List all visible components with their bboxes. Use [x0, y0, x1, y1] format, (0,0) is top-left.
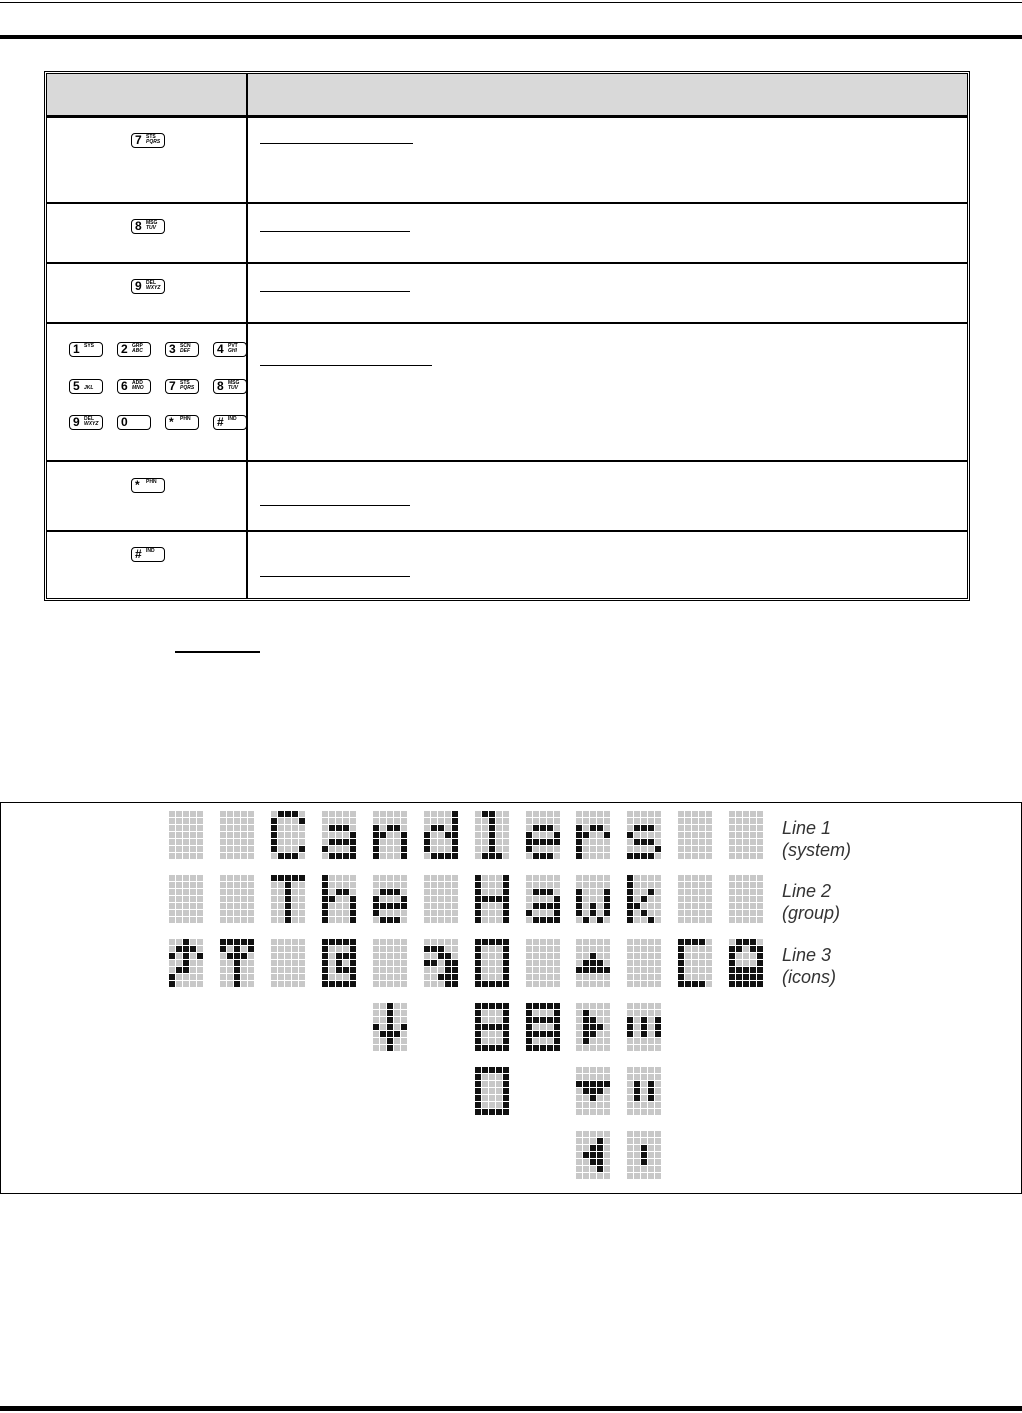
lcd-line-1-char — [677, 810, 713, 860]
lcd-icon-blank-dots — [626, 938, 662, 988]
key-label-top: PHN — [180, 416, 191, 422]
lcd-icon-bars3 — [626, 1002, 662, 1052]
lcd-icon-lock — [677, 938, 713, 988]
lcd-line-2-char — [575, 874, 611, 924]
keypad-key — [117, 415, 151, 430]
key-number: 8 — [217, 379, 224, 393]
function-cell — [248, 204, 967, 262]
key-number: 3 — [169, 342, 176, 356]
lcd-line-2-char — [270, 874, 306, 924]
key-label-top: GRP — [132, 343, 143, 349]
lcd-icon-box — [321, 938, 357, 988]
table-row — [47, 116, 967, 202]
lcd-line-1-char — [474, 810, 510, 860]
lcd-display-figure — [0, 802, 1022, 1194]
lcd-line-1-char — [168, 810, 204, 860]
key-cell — [47, 324, 248, 460]
lcd-line-1-char — [728, 810, 764, 860]
key-label-bottom: TUV — [228, 385, 238, 391]
lcd-icon-lock-dots — [677, 938, 713, 988]
lcd-icon-home-dots — [728, 938, 764, 988]
lcd-line-1-char-dots — [525, 810, 561, 860]
key-number: 5 — [73, 379, 80, 393]
lcd-icon-bars2 — [626, 1066, 662, 1116]
lcd-icon-batt3-dots — [525, 1002, 561, 1052]
lcd-line-2-char — [321, 874, 357, 924]
header-rule-thick — [0, 35, 1022, 39]
header-cell-function — [248, 74, 967, 115]
table-row — [47, 530, 967, 598]
keypad-key — [213, 379, 247, 394]
lcd-icon-batt2 — [474, 1002, 510, 1052]
underlined-heading — [260, 576, 410, 577]
lcd-line-2-char — [372, 874, 408, 924]
lcd-icon-blank — [270, 938, 306, 988]
key-number: 1 — [73, 342, 80, 356]
lcd-icon-up — [575, 938, 611, 988]
key-label-top: MSG — [146, 220, 158, 226]
lcd-line-2-char-dots — [677, 874, 713, 924]
keypad-key — [131, 133, 165, 148]
key-label-top: SCN — [180, 343, 191, 349]
lcd-line-1-char-dots — [270, 810, 306, 860]
lcd-line-1-char — [575, 810, 611, 860]
lcd-icon-blank — [525, 938, 561, 988]
line-label-title: Line 2 — [782, 881, 832, 901]
underlined-heading — [260, 365, 432, 366]
lcd-line-2-char-dots — [168, 874, 204, 924]
key-number: 9 — [135, 279, 142, 293]
key-number: 7 — [169, 379, 176, 393]
lcd-line-1-char — [525, 810, 561, 860]
keypad-key — [131, 478, 165, 493]
key-label-bottom: MNO — [132, 385, 144, 391]
line-3-label — [782, 944, 836, 988]
lcd-icon-bars1 — [626, 1130, 662, 1180]
lcd-icon-down — [372, 1002, 408, 1052]
lcd-icon-left-dots — [575, 1130, 611, 1180]
lcd-line-2-char — [728, 874, 764, 924]
line-1-label — [782, 817, 851, 861]
key-label-top: MSG — [228, 380, 240, 386]
key-label-top: SYS — [84, 343, 95, 349]
lcd-icon-up-dots — [575, 938, 611, 988]
key-number: 2 — [121, 342, 128, 356]
lcd-icon-right-dots — [575, 1002, 611, 1052]
underlined-heading — [260, 231, 410, 232]
lcd-line-2-char-dots — [270, 874, 306, 924]
keypad-key — [165, 379, 199, 394]
header-cell-key — [47, 74, 248, 115]
figure-reference-underline — [175, 651, 260, 653]
lcd-icon-batt1 — [474, 938, 510, 988]
lcd-icon-scan-dots — [423, 938, 459, 988]
table-header-row — [47, 74, 967, 116]
key-label-top: IND — [146, 548, 155, 554]
key-number: 0 — [121, 415, 128, 429]
key-label-bottom: WXYZ — [146, 285, 161, 291]
keypad-key — [213, 342, 247, 357]
key-number: 7 — [135, 133, 142, 147]
lcd-line-2-char — [423, 874, 459, 924]
function-cell — [248, 462, 967, 530]
lcd-icon-right — [575, 1002, 611, 1052]
table-row — [47, 202, 967, 262]
keypad-key — [165, 415, 199, 430]
key-label-top: DEL — [84, 416, 94, 422]
lcd-icon-down-dots — [372, 1002, 408, 1052]
key-number: * — [135, 478, 140, 492]
lcd-line-2-char-dots — [525, 874, 561, 924]
keypad-key — [69, 379, 103, 394]
lcd-icon-blank — [372, 938, 408, 988]
table-row — [47, 262, 967, 322]
lcd-line-2-char — [219, 874, 255, 924]
function-cell — [248, 532, 967, 598]
lcd-line-2-char-dots — [728, 874, 764, 924]
lcd-icon-blank-dots — [525, 938, 561, 988]
lcd-line-1-char-dots — [677, 810, 713, 860]
keypad-key — [131, 547, 165, 562]
lcd-line-2-char-dots — [321, 874, 357, 924]
lcd-icon-batt2-dots — [474, 1002, 510, 1052]
key-label-top: ADD — [132, 380, 143, 386]
key-number: # — [135, 547, 142, 561]
key-cell — [47, 264, 248, 322]
keypad-key — [131, 279, 165, 294]
key-number: 8 — [135, 219, 142, 233]
lcd-line-2-char-dots — [219, 874, 255, 924]
lcd-icon-scan — [423, 938, 459, 988]
key-label-bottom: WXYZ — [84, 421, 99, 427]
table-row — [47, 460, 967, 530]
key-cell — [47, 118, 248, 202]
lcd-line-2-char — [626, 874, 662, 924]
lcd-line-2-char — [474, 874, 510, 924]
lcd-line-1-char-dots — [474, 810, 510, 860]
key-label-bottom: ABC — [132, 348, 143, 354]
lcd-line-2-char — [525, 874, 561, 924]
lcd-icon-downtri-dots — [575, 1066, 611, 1116]
lcd-icon-batt3 — [525, 1002, 561, 1052]
lcd-line-1-char-dots — [372, 810, 408, 860]
keypad-key — [131, 219, 165, 234]
underlined-heading — [260, 291, 410, 292]
keypad-key — [165, 342, 199, 357]
key-label-top: DEL — [146, 280, 156, 286]
underlined-heading — [260, 505, 410, 506]
lcd-line-2-char — [677, 874, 713, 924]
lcd-line-1-char — [219, 810, 255, 860]
line-label-sub: (group) — [782, 903, 841, 923]
lcd-icon-bars3-dots — [626, 1002, 662, 1052]
lcd-line-2-char-dots — [575, 874, 611, 924]
lcd-icon-blank — [626, 938, 662, 988]
lcd-icon-batt4 — [474, 1066, 510, 1116]
key-label-top: PHN — [146, 479, 157, 485]
lcd-icon-signal — [219, 938, 255, 988]
lcd-line-2-char-dots — [423, 874, 459, 924]
lcd-line-1-char-dots — [219, 810, 255, 860]
line-2-label — [782, 880, 840, 924]
key-number: 9 — [73, 415, 80, 429]
key-number: # — [217, 415, 224, 429]
lcd-line-1-char — [270, 810, 306, 860]
lcd-line-1-char-dots — [423, 810, 459, 860]
lcd-icon-antenna-dots — [168, 938, 204, 988]
lcd-icon-blank-dots — [372, 938, 408, 988]
key-label-bottom: PQRS — [180, 385, 195, 391]
line-label-title: Line 3 — [782, 945, 832, 965]
lcd-line-1-char-dots — [575, 810, 611, 860]
lcd-line-1-char-dots — [168, 810, 204, 860]
lcd-icon-batt4-dots — [474, 1066, 510, 1116]
key-label-top: IND — [228, 416, 237, 422]
lcd-line-2-char — [168, 874, 204, 924]
lcd-icon-antenna — [168, 938, 204, 988]
lcd-line-2-char-dots — [372, 874, 408, 924]
line-label-sub: (system) — [782, 840, 851, 860]
key-label-bottom: JKL — [84, 385, 94, 391]
key-cell — [47, 462, 248, 530]
lcd-icon-batt1-dots — [474, 938, 510, 988]
lcd-line-1-char-dots — [728, 810, 764, 860]
key-number: 6 — [121, 379, 128, 393]
table-row — [47, 322, 967, 460]
key-number: 4 — [217, 342, 224, 356]
lcd-line-2-char-dots — [474, 874, 510, 924]
lcd-line-1-char-dots — [626, 810, 662, 860]
keypad-function-table — [44, 71, 970, 601]
key-cell — [47, 532, 248, 598]
header-rule-thin — [0, 2, 1022, 3]
lcd-line-1-char — [321, 810, 357, 860]
keypad-key — [117, 379, 151, 394]
keypad-key — [117, 342, 151, 357]
lcd-icon-signal-dots — [219, 938, 255, 988]
key-cell — [47, 204, 248, 262]
line-label-sub: (icons) — [782, 967, 837, 987]
keypad-key — [213, 415, 247, 430]
lcd-icon-home — [728, 938, 764, 988]
lcd-line-1-char — [423, 810, 459, 860]
key-number: * — [169, 415, 174, 429]
key-label-bottom: TUV — [146, 225, 156, 231]
key-label-bottom: GHI — [228, 348, 237, 354]
key-label-top: STS — [180, 380, 190, 386]
function-cell — [248, 324, 967, 460]
keypad-key — [69, 342, 103, 357]
key-label-bottom: DEF — [180, 348, 190, 354]
line-label-title: Line 1 — [782, 818, 832, 838]
lcd-icon-box-dots — [321, 938, 357, 988]
lcd-icon-blank-dots — [270, 938, 306, 988]
underlined-heading — [260, 143, 413, 144]
lcd-icon-bars2-dots — [626, 1066, 662, 1116]
function-cell — [248, 118, 967, 202]
key-label-top: PVT — [228, 343, 238, 349]
key-label-top: STS — [146, 134, 156, 140]
lcd-icon-bars1-dots — [626, 1130, 662, 1180]
lcd-icon-left — [575, 1130, 611, 1180]
lcd-line-1-char — [626, 810, 662, 860]
lcd-line-2-char-dots — [626, 874, 662, 924]
footer-rule — [0, 1406, 1022, 1411]
lcd-icon-downtri — [575, 1066, 611, 1116]
key-label-bottom: PQRS — [146, 139, 161, 145]
lcd-line-1-char-dots — [321, 810, 357, 860]
keypad-key — [69, 415, 103, 430]
lcd-line-1-char — [372, 810, 408, 860]
function-cell — [248, 264, 967, 322]
